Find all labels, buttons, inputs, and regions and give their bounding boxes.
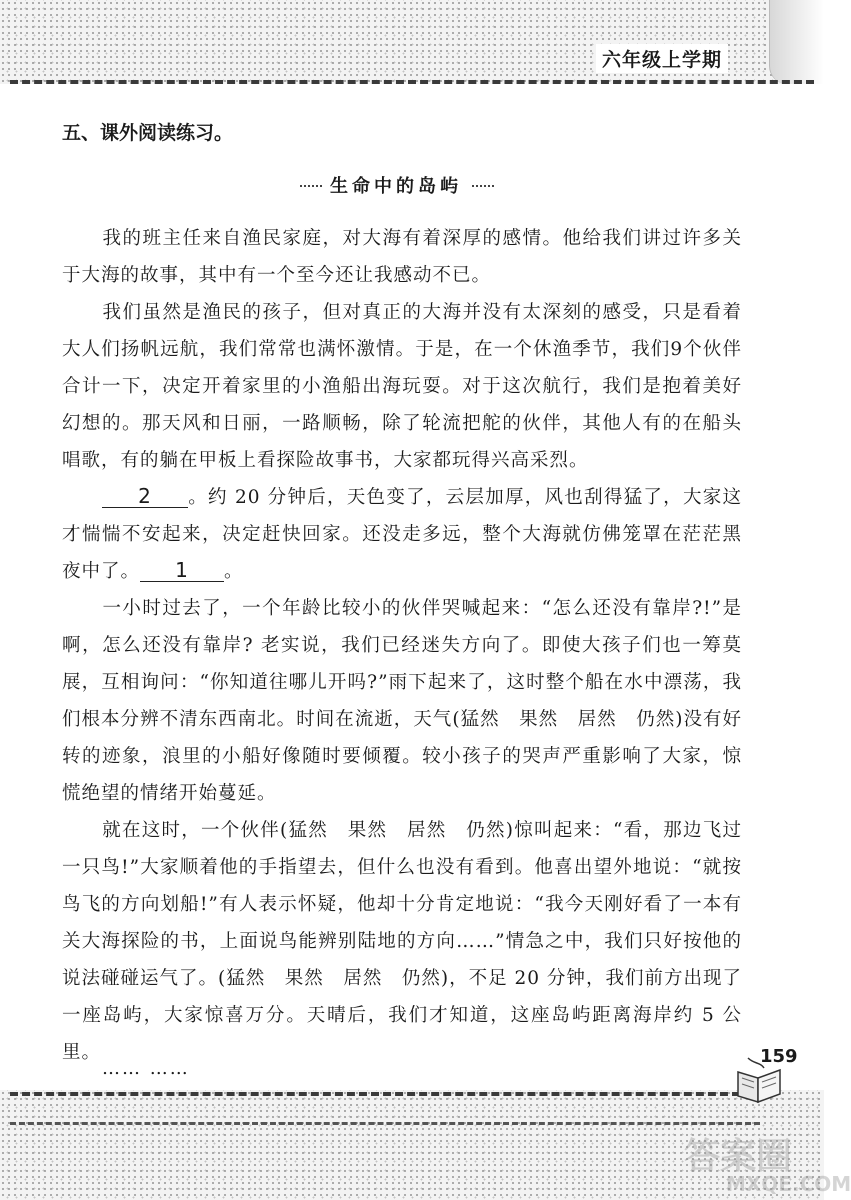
footer-divider-secondary: [10, 1122, 760, 1125]
paragraph-1-text: 我的班主任来自渔民家庭，对大海有着深厚的感情。他给我们讲过许多关于大海的故事，其中有一个至今还让我感动不已。: [62, 228, 742, 286]
ellipsis: …… ……: [102, 1058, 190, 1079]
answer-blank-2[interactable]: 2: [102, 485, 188, 508]
title-dash-left: [300, 185, 322, 187]
page-number: 159: [760, 1046, 798, 1067]
watermark: [680, 1128, 851, 1200]
paragraph-2-text: 我们虽然是渔民的孩子，但对真正的大海并没有太深刻的感受，只是看着大人们扬帆远航，我们常常也满怀激情。于是，在一个休渔季节，我们9个伙伴合计一下，决定开着家里的小渔船出海玩耍。对于这次航行，我们是抱着美好幻想的。那天风和日丽，一路顺畅，除了轮流把舵的伙伴，其他人有的在船头唱歌，有的躺在甲板上看探险故事书，大家都玩得兴高采烈。: [62, 302, 742, 471]
paragraph-5: [62, 812, 742, 1071]
watermark-text: 答案圈: [684, 1136, 793, 1177]
answer-blank-1[interactable]: 1: [140, 559, 224, 582]
paragraph-4: [62, 590, 742, 812]
paragraph-3-text-a: 。约 20 分钟后，天色变了，云层加厚，风也刮得猛了，大家这才惴惴不安起来，决定赶快回家。还没走多远，整个大海就仿佛笼罩在茫茫黑夜中了。: [62, 487, 742, 582]
story-title: [300, 172, 500, 202]
paragraph-4-text: 一小时过去了，一个年龄比较小的伙伴哭喊起来：“怎么还没有靠岸?!”是啊，怎么还没有靠岸? 老实说，我们已经迷失方向了。即使大孩子们也一筹莫展，互相询问：“你知道往哪儿开吗?”雨下起来了，这时整个船在水中漂荡，我们根本分辨不清东西南北。时间在流逝，天气(猛然 果然 居然 仍然)没有好转的迹象，浪里的小船好像随时要倾覆。较小孩子的哭声严重影响了大家，惊慌绝望的情绪开始蔓延。: [62, 598, 742, 804]
paragraph-3: [62, 479, 742, 590]
section-title: 五、课外阅读练习。: [62, 122, 234, 144]
page-tab: [769, 0, 824, 84]
grade-label: 六年级上学期: [596, 44, 728, 73]
story-title-text: 生命中的岛屿: [330, 176, 462, 197]
paragraph-1: [62, 220, 742, 294]
footer-divider: [10, 1092, 740, 1096]
paragraph-5-text: 就在这时，一个伙伴(猛然 果然 居然 仍然)惊叫起来：“看，那边飞过一只鸟!”大家顺着他的手指望去，但什么也没有看到。他喜出望外地说：“就按鸟飞的方向划船!”有人表示怀疑，他却十分肯定地说：“我今天刚好看了一本有关大海探险的书，上面说鸟能辨别陆地的方向……”情急之中，我们只好按他的说法碰碰运气了。(猛然 果然 居然 仍然)，不足 20 分钟，我们前方出现了一座岛屿，大家惊喜万分。天晴后，我们才知道，这座岛屿距离海岸约 5 公里。: [62, 820, 742, 1063]
header-divider: [10, 80, 814, 84]
open-book-icon: [734, 1052, 784, 1108]
paragraph-3-text-b: 。: [224, 561, 244, 582]
paragraph-2: [62, 294, 742, 479]
watermark-url: MXQE.COM: [726, 1172, 851, 1196]
title-dash-right: [472, 185, 494, 187]
